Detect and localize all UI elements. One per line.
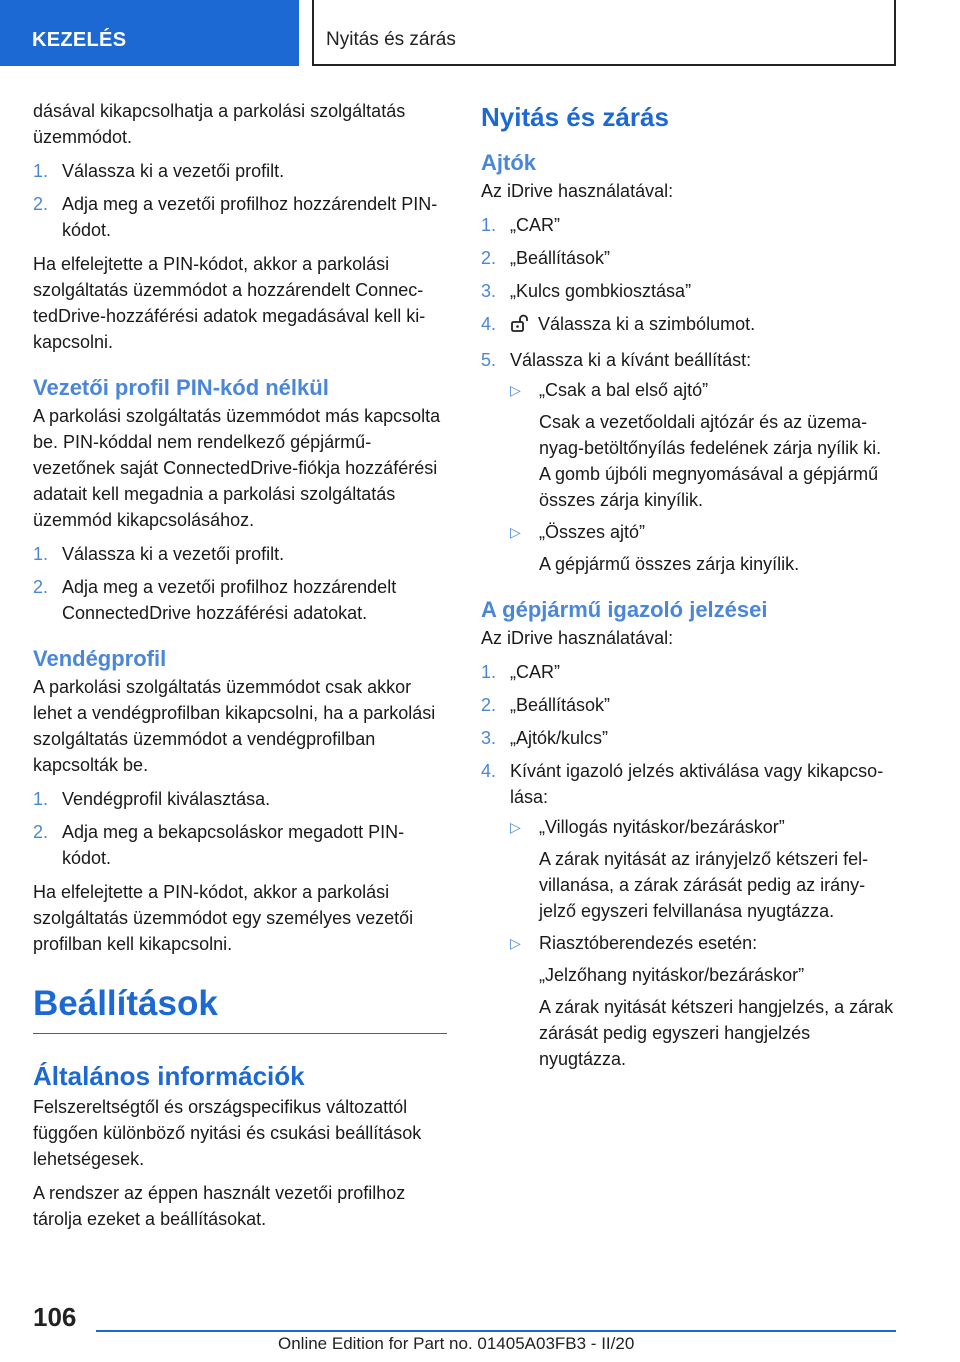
list-item — [481, 725, 896, 751]
list-item — [33, 158, 447, 184]
section-tab: KEZELÉS — [0, 0, 299, 66]
paragraph: A parkolási szolgáltatás üzemmódot más kapcsolta be. PIN-kóddal nem rendelkező gépjárművezetőnek saját ConnectedDrive-fiókja hozzáférési adatait kell megadnia a parkolási szolgáltatás üzemmód kikapcsolásához. — [33, 406, 441, 530]
list-item — [33, 786, 447, 812]
option-item — [510, 930, 896, 1072]
list-number: 3. — [481, 281, 497, 301]
left-column — [33, 98, 447, 1240]
option-description: A gépjármű összes zárja kinyílik. — [539, 554, 800, 574]
right-column — [481, 98, 896, 1080]
list-item — [33, 819, 447, 871]
list-number: 1. — [481, 215, 497, 235]
numbered-list — [33, 541, 447, 626]
option-item — [510, 377, 896, 513]
option-description: A zárak nyitását az irányjelző kétszeri felvillanása, a zárak zárását pedig az irányjelző egyszeri felvillanása nyugtázza. — [539, 849, 869, 921]
heading-open-close: Nyitás és zárás — [481, 102, 669, 132]
list-number: 4. — [481, 761, 497, 781]
list-item — [481, 659, 896, 685]
option-sublabel: „Jelzőhang nyitáskor/bezáráskor” — [539, 965, 805, 985]
list-text: Adja meg a vezetői profilhoz hozzárendelt ConnectedDrive hozzáférési adatokat. — [62, 577, 397, 623]
option-item — [510, 814, 896, 924]
option-label: „Villogás nyitáskor/bezáráskor” — [539, 817, 785, 837]
chapter-title: Nyitás és zárás — [326, 29, 456, 50]
paragraph: Az iDrive használatával: — [481, 628, 674, 648]
heading-general-info: Általános információk — [33, 1061, 305, 1091]
numbered-list — [481, 212, 896, 577]
list-text: Válassza ki a kívánt beállítást: — [510, 350, 752, 370]
paragraph: Ha elfelejtette a PIN-kódot, akkor a parkolási szolgáltatás üzemmódot egy személyes vezetői profilban kell kikapcsolni. — [33, 882, 414, 954]
list-number: 4. — [481, 314, 497, 334]
list-item — [33, 191, 447, 243]
list-text: Adja meg a vezetői profilhoz hozzárendelt PIN-kódot. — [62, 194, 438, 240]
list-number: 1. — [33, 789, 49, 809]
option-label: Riasztóberendezés esetén: — [539, 933, 758, 953]
list-text: „Ajtók/kulcs” — [510, 728, 609, 748]
option-list — [510, 377, 896, 577]
list-item — [481, 311, 896, 340]
numbered-list — [33, 158, 447, 243]
heading-settings: Beállítások — [33, 979, 447, 1034]
heading-guest-profile: Vendégprofil — [33, 646, 167, 671]
list-number: 1. — [33, 544, 49, 564]
list-number: 1. — [481, 662, 497, 682]
triangle-bullet-icon: ▷ — [510, 935, 521, 951]
numbered-list — [33, 786, 447, 871]
option-label: „Összes ajtó” — [539, 522, 646, 542]
list-number: 3. — [481, 728, 497, 748]
list-number: 2. — [33, 577, 49, 597]
unlock-icon — [510, 313, 530, 340]
list-item — [33, 574, 447, 626]
list-text: „Kulcs gombkiosztása” — [510, 281, 692, 301]
triangle-bullet-icon: ▷ — [510, 382, 521, 398]
option-label: „Csak a bal első ajtó” — [539, 380, 709, 400]
triangle-bullet-icon: ▷ — [510, 524, 521, 540]
option-item — [510, 519, 896, 577]
list-item — [481, 758, 896, 1072]
list-text: „Beállítások” — [510, 248, 611, 268]
list-text: Válassza ki a szimbólumot. — [538, 314, 756, 334]
paragraph: dásával kikapcsolhatja a parkolási szolgáltatás üzemmódot. — [33, 101, 406, 147]
option-description: Csak a vezetőoldali ajtózár és az üzemanyag-betöltőnyílás fedelének zárja nyílik ki. A gomb újbóli megnyomásával a gépjármű összes zárja kinyílik. — [539, 412, 882, 510]
footer-divider — [96, 1330, 896, 1332]
paragraph: A parkolási szolgáltatás üzemmódot csak akkor lehet a vendégprofilban kikapcsolni, ha a parkolási szolgáltatás üzemmódot a vendégprofilban kapcsolták be. — [33, 677, 436, 775]
list-text: „CAR” — [510, 662, 560, 682]
list-text: Vendégprofil kiválasztása. — [62, 789, 271, 809]
list-text: Kívánt igazoló jelzés aktiválása vagy kikapcsolása: — [510, 761, 884, 807]
page-header — [0, 0, 960, 66]
list-item — [481, 245, 896, 271]
list-number: 2. — [481, 248, 497, 268]
option-list — [510, 814, 896, 1072]
list-item — [33, 541, 447, 567]
numbered-list — [481, 659, 896, 1072]
list-number: 2. — [481, 695, 497, 715]
heading-confirmation-signals: A gépjármű igazoló jelzései — [481, 597, 768, 622]
list-item — [481, 278, 896, 304]
heading-doors: Ajtók — [481, 150, 536, 175]
paragraph: Az iDrive használatával: — [481, 181, 674, 201]
list-item — [481, 212, 896, 238]
paragraph: A rendszer az éppen használt vezetői profilhoz tárolja ezeket a beállításokat. — [33, 1183, 406, 1229]
header-divider-right — [894, 0, 896, 66]
list-number: 5. — [481, 350, 497, 370]
header-divider-left — [312, 0, 314, 66]
heading-no-pin: Vezetői profil PIN-kód nélkül — [33, 375, 329, 400]
list-text: „CAR” — [510, 215, 560, 235]
list-text: Válassza ki a vezetői profilt. — [62, 544, 285, 564]
list-text: Adja meg a bekapcsoláskor megadott PIN-kódot. — [62, 822, 405, 868]
list-text: Válassza ki a vezetői profilt. — [62, 161, 285, 181]
list-number: 1. — [33, 161, 49, 181]
list-number: 2. — [33, 194, 49, 214]
list-item — [481, 692, 896, 718]
paragraph: Felszereltségtől és országspecifikus változattól függően különböző nyitási és csukási beállítások lehetségesek. — [33, 1097, 422, 1169]
paragraph: Ha elfelejtette a PIN-kódot, akkor a parkolási szolgáltatás üzemmódot a hozzárendelt ConnectedDrive-hozzáférési adatok megadásával kell kikapcsolni. — [33, 254, 426, 352]
option-description: A zárak nyitását kétszeri hangjelzés, a zárak zárását pedig egyszeri hangjelzés nyugtázza. — [539, 997, 894, 1069]
list-item — [481, 347, 896, 577]
edition-text: Online Edition for Part no. 01405A03FB3 - II/20 — [278, 1334, 635, 1353]
triangle-bullet-icon: ▷ — [510, 819, 521, 835]
list-text: „Beállítások” — [510, 695, 611, 715]
page-number: 106 — [33, 1302, 77, 1332]
list-number: 2. — [33, 822, 49, 842]
page-footer — [0, 1290, 960, 1362]
